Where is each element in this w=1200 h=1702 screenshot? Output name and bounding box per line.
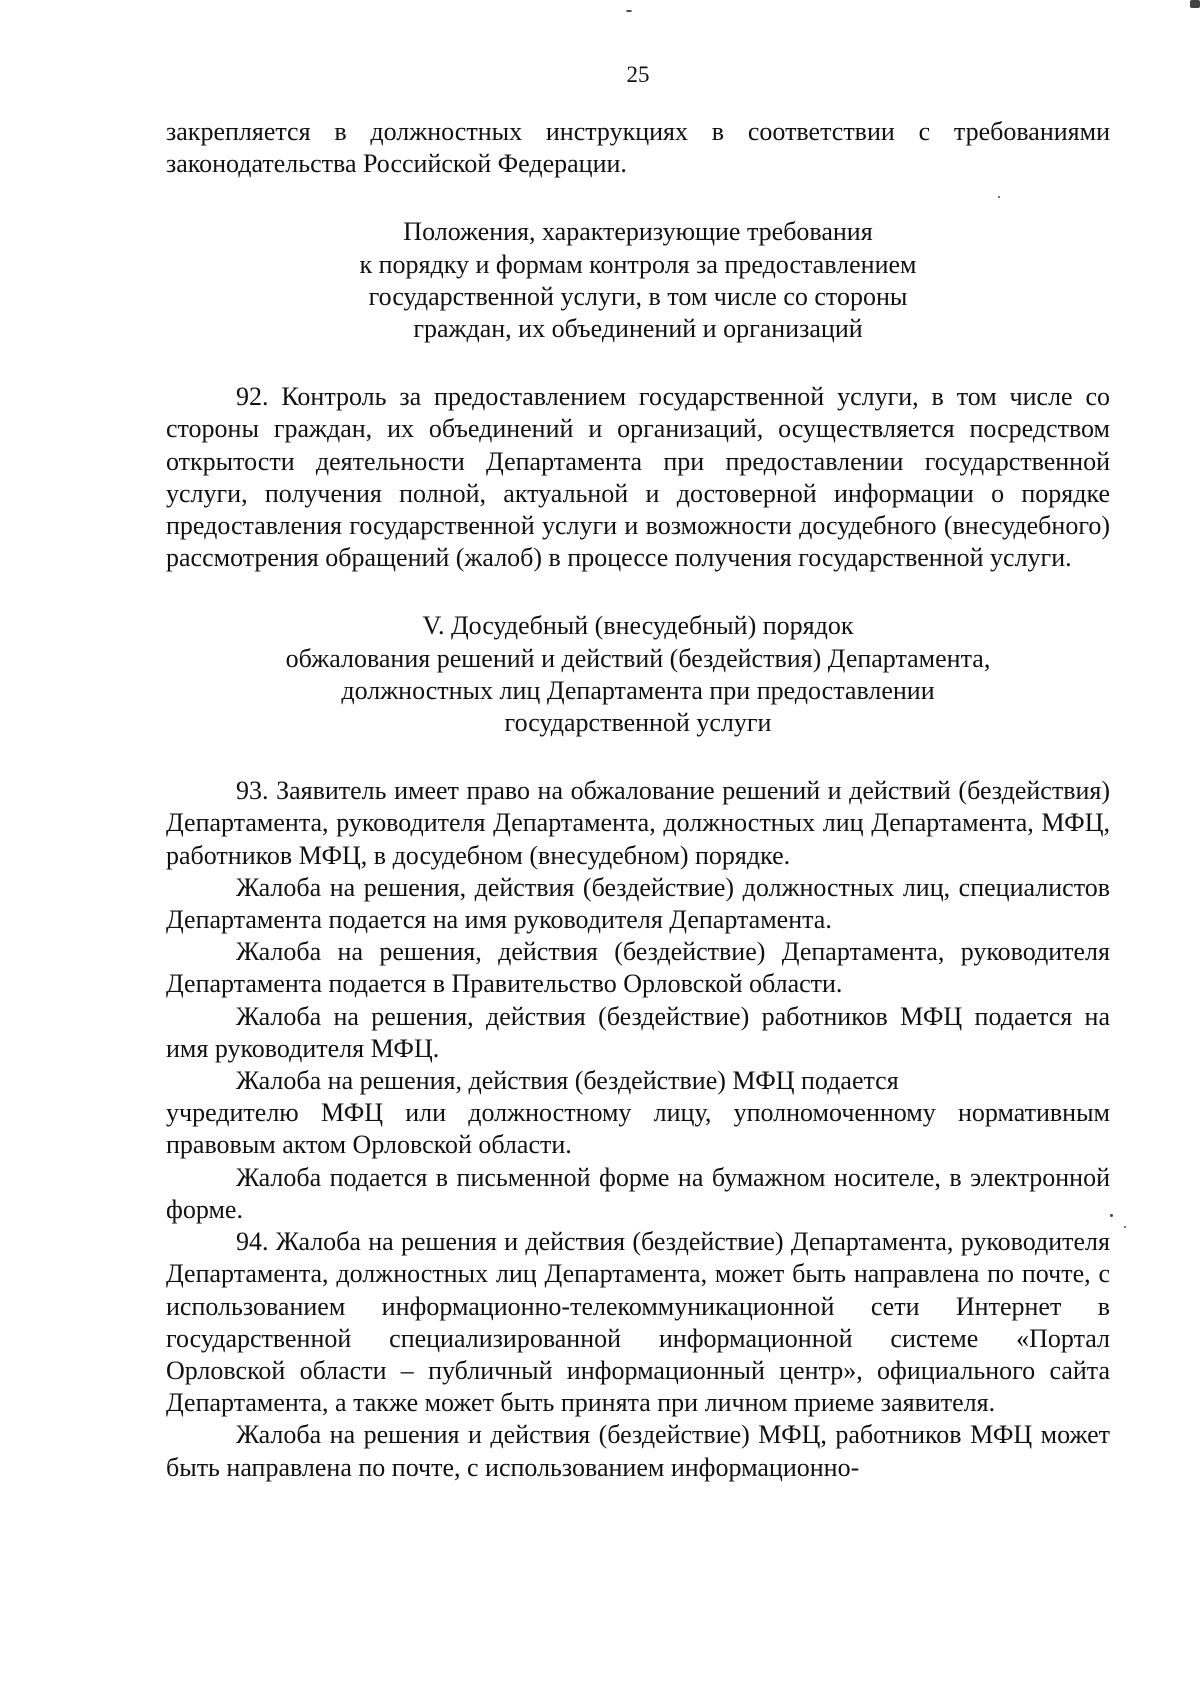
heading-line: граждан, их объединений и организаций [413, 314, 863, 344]
paragraph-93-complaint-form: Жалоба подается в письменной форме на бумажном носителе, в электронной форме. [166, 1162, 1110, 1224]
paragraph-93-complaint-officials: Жалоба на решения, действия (бездействие) должностных лиц, специалистов Департамента подается на имя руководителя Департамента. [166, 872, 1110, 935]
heading-line: обжалования решений и действий (бездействия) Департамента, [285, 643, 991, 673]
paragraph-94-mfc: Жалоба на решения и действия (бездействие) МФЦ, работников МФЦ может быть направлена по почте, с использованием информационно- [166, 1420, 1110, 1482]
section-heading-control [166, 216, 1110, 345]
paragraph-93-complaint-mfc-rest: учредителю МФЦ или должностному лицу, уполномоченному нормативным правовым актом Орловской области. [166, 1098, 1110, 1160]
scan-speck [1190, 0, 1200, 8]
section-heading-appeal [166, 610, 1110, 739]
paragraph-94: 94. Жалоба на решения и действия (бездействие) Департамента, руководителя Департамента, должностных лиц Департамента, может быть направлена по почте, с использованием информационно-телекоммуникационной сети Интернет в государственной специализированной информационной системе «Портал Орловской области – публичный информационный центр», официального сайта Департамента, а также может быть принята при личном приеме заявителя. [166, 1227, 1110, 1418]
heading-line: к порядку и формам контроля за предоставлением [359, 249, 917, 279]
paragraph-93-complaint-mfc-workers: Жалоба на решения, действия (бездействие) работников МФЦ подается на имя руководителя МФЦ. [166, 1001, 1110, 1063]
heading-line: должностных лиц Департамента при предоставлении [341, 675, 935, 705]
heading-line: Положения, характеризующие требования [403, 217, 873, 247]
scan-speck [1110, 1214, 1113, 1217]
paragraph-93-complaint-mfc-line1: Жалоба на решения, действия (бездействие) МФЦ подается [236, 1066, 899, 1096]
heading-line: V. Досудебный (внесудебный) порядок [422, 611, 854, 641]
heading-line: государственной услуги [504, 708, 772, 738]
scan-speck [1124, 1226, 1126, 1228]
paragraph-93: 93. Заявитель имеет право на обжалование решений и действий (бездействия) Департамента, руководителя Департамента, должностных лиц Департамента, МФЦ, работников МФЦ, в досудебном (внесудебном) порядке. [166, 776, 1110, 870]
document-body [166, 116, 1110, 1484]
paragraph-92: 92. Контроль за предоставлением государственной услуги, в том числе со стороны граждан, их объединений и организаций, осуществляется посредством открытости деятельности Департамента при предоставлении государственной услуги, получения полной, актуальной и достоверной информации о порядке предоставления государственной услуги и возможности досудебного (внесудебного) рассмотрения обращений (жалоб) в процессе получения государственной услуги. [166, 382, 1110, 573]
continuation-paragraph: закрепляется в должностных инструкциях в соответствии с требованиями законодательства Российской Федерации. [166, 117, 1110, 179]
scan-speck [998, 196, 1000, 198]
scan-speck [626, 10, 632, 12]
paragraph-93-complaint-department: Жалоба на решения, действия (бездействие) Департамента, руководителя Департамента подается в Правительство Орловской области. [166, 937, 1110, 999]
page-number: 25 [626, 62, 650, 87]
heading-line: государственной услуги, в том числе со стороны [368, 281, 908, 311]
